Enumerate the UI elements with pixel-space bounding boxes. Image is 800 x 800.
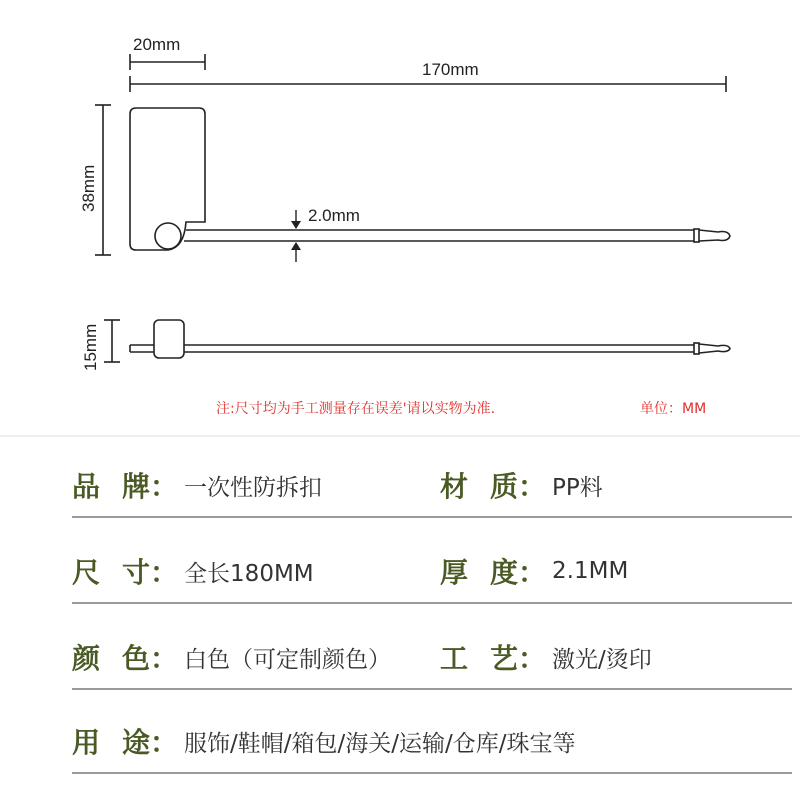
measurement-note: 注:尺寸均为手工测量存在误差'请以实物为准. <box>216 401 496 417</box>
dim-38mm-label: 38mm <box>79 164 98 212</box>
spec-label: 厚 度 <box>440 556 519 589</box>
spec-value: 一次性防拆扣 <box>184 474 323 501</box>
spec-row-brand-material <box>72 456 792 518</box>
spec-label: 用 途 <box>72 726 151 759</box>
spec-colon: ： <box>518 642 547 675</box>
spec-row-size-thickness <box>72 542 792 604</box>
spec-colon: ： <box>518 556 547 589</box>
spec-label: 颜 色 <box>72 642 151 675</box>
spec-value: PP料 <box>552 474 603 501</box>
spec-row-usage <box>72 712 792 774</box>
spec-colon: ： <box>150 726 179 759</box>
spec-thickness <box>440 542 628 600</box>
spec-value: 2.1MM <box>552 558 629 584</box>
spec-value: 服饰/鞋帽/箱包/海关/运输/仓库/珠宝等 <box>184 730 576 757</box>
spec-value: 白色（可定制颜色） <box>184 646 392 673</box>
spec-label: 品 牌 <box>72 470 151 503</box>
spec-value: 全长180MM <box>184 560 314 587</box>
spec-size <box>72 542 314 600</box>
dim-2mm-label: 2.0mm <box>308 206 360 225</box>
spec-material <box>440 456 603 514</box>
dim-15mm-label: 15mm <box>81 323 100 371</box>
unit-label: 单位：MM <box>640 401 707 417</box>
spec-label: 材 质 <box>440 470 519 503</box>
spec-colon: ： <box>150 556 179 589</box>
spec-label: 尺 寸 <box>72 556 151 589</box>
dim-170mm-label: 170mm <box>422 60 479 79</box>
spec-colon: ： <box>150 642 179 675</box>
spec-process <box>440 628 652 686</box>
spec-colon: ： <box>518 470 547 503</box>
spec-row-color-process <box>72 628 792 690</box>
spec-brand <box>72 456 322 514</box>
spec-usage <box>72 712 576 770</box>
spec-label: 工 艺 <box>440 642 519 675</box>
spec-colon: ： <box>150 470 179 503</box>
spec-value: 激光/烫印 <box>552 646 652 673</box>
spec-color <box>72 628 391 686</box>
dim-20mm-label: 20mm <box>133 35 181 54</box>
